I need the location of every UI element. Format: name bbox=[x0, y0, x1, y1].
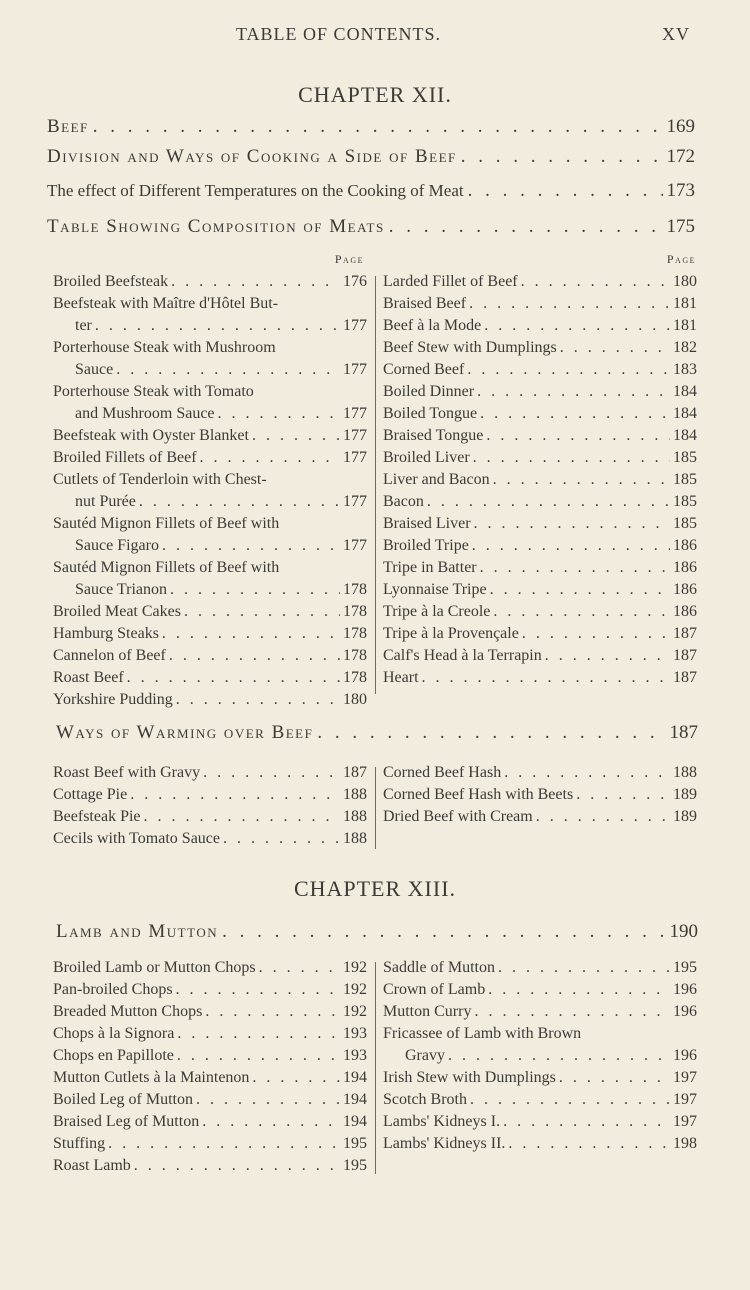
leader-dots bbox=[162, 623, 340, 645]
entry-title: Beefsteak with Oyster Blanket bbox=[53, 427, 249, 444]
page-number: 172 bbox=[666, 146, 695, 167]
entry-title: Corned Beef bbox=[383, 361, 465, 378]
page-number: 181 bbox=[673, 317, 697, 334]
page-number: 197 bbox=[673, 1069, 697, 1086]
entry-title: Corned Beef Hash with Beets bbox=[383, 786, 574, 803]
toc-entry bbox=[53, 337, 367, 359]
leader-dots bbox=[504, 762, 670, 784]
entry-title: Heart bbox=[383, 669, 419, 686]
entry-title: Pan-broiled Chops bbox=[53, 981, 173, 998]
entry-title: Broiled Meat Cakes bbox=[53, 603, 181, 620]
leader-dots bbox=[503, 1111, 670, 1133]
page-number: 194 bbox=[343, 1069, 367, 1086]
column-divider bbox=[375, 276, 376, 694]
toc-entry bbox=[383, 645, 697, 667]
section-label: Ways of Warming over Beef bbox=[56, 722, 314, 743]
toc-entry bbox=[53, 469, 367, 491]
toc-entry bbox=[383, 579, 697, 601]
leader-dots bbox=[576, 784, 670, 806]
column-divider bbox=[375, 962, 376, 1174]
leader-dots bbox=[108, 1133, 340, 1155]
page-number: 189 bbox=[673, 808, 697, 825]
leader-dots bbox=[545, 645, 670, 667]
leader-dots bbox=[259, 957, 340, 979]
leader-dots bbox=[472, 535, 670, 557]
entry-title: Sauce Figaro bbox=[75, 537, 159, 554]
toc-entry bbox=[383, 623, 697, 645]
entry-title: Yorkshire Pudding bbox=[53, 691, 173, 708]
page-number: 178 bbox=[343, 625, 367, 642]
page-number: 187 bbox=[669, 722, 698, 743]
entry-title: Tripe à la Provençale bbox=[383, 625, 519, 642]
page-number: 196 bbox=[673, 1047, 697, 1064]
entry-title: Cutlets of Tenderloin with Chest- bbox=[53, 471, 267, 488]
entry-title: Crown of Lamb bbox=[383, 981, 486, 998]
page-number: 176 bbox=[343, 273, 367, 290]
page-number: 187 bbox=[673, 647, 697, 664]
page-number: 192 bbox=[343, 959, 367, 976]
page-number: 169 bbox=[666, 116, 695, 137]
toc-entry bbox=[383, 1089, 697, 1111]
page-number: 188 bbox=[673, 764, 697, 781]
page-number: 180 bbox=[673, 273, 697, 290]
leader-dots bbox=[536, 806, 670, 828]
toc-entry bbox=[383, 513, 697, 535]
entry-title: Lyonnaise Tripe bbox=[383, 581, 487, 598]
leader-dots bbox=[252, 425, 340, 447]
leader-dots bbox=[139, 491, 340, 513]
toc-entry bbox=[53, 828, 367, 850]
page-number: 180 bbox=[343, 691, 367, 708]
leader-dots bbox=[177, 1045, 340, 1067]
entry-title: Braised Beef bbox=[383, 295, 467, 312]
entry-title: nut Purée bbox=[75, 493, 136, 510]
leader-dots bbox=[176, 979, 340, 1001]
page-number: 178 bbox=[343, 669, 367, 686]
toc-entry bbox=[383, 425, 697, 447]
page-number: 188 bbox=[343, 830, 367, 847]
section-label: Table Showing Composition of Meats bbox=[47, 216, 385, 237]
entry-title: Scotch Broth bbox=[383, 1091, 467, 1108]
entry-title: Beefsteak Pie bbox=[53, 808, 141, 825]
leader-dots bbox=[144, 806, 340, 828]
entry-title: Gravy bbox=[405, 1047, 445, 1064]
entry-title: Roast Beef bbox=[53, 669, 124, 686]
toc-entry bbox=[383, 601, 697, 623]
page-number: 186 bbox=[673, 603, 697, 620]
lamb-left-column bbox=[53, 957, 367, 1177]
entry-title: Mutton Curry bbox=[383, 1003, 472, 1020]
entry-title: Irish Stew with Dumplings bbox=[383, 1069, 556, 1086]
page-number: 177 bbox=[343, 427, 367, 444]
beef-right-column bbox=[383, 271, 697, 689]
toc-entry bbox=[383, 1133, 697, 1155]
entry-title: Sauce Trianon bbox=[75, 581, 167, 598]
page-number: 178 bbox=[343, 603, 367, 620]
leader-dots bbox=[116, 359, 340, 381]
running-head bbox=[0, 24, 750, 48]
entry-title: Calf's Head à la Terrapin bbox=[383, 647, 542, 664]
entry-title: Roast Lamb bbox=[53, 1157, 131, 1174]
entry-title: Roast Beef with Gravy bbox=[53, 764, 201, 781]
entry-title: Beefsteak with Maître d'Hôtel But- bbox=[53, 295, 279, 312]
toc-entry bbox=[383, 293, 697, 315]
page-number: 175 bbox=[666, 216, 695, 237]
page-number: 177 bbox=[343, 405, 367, 422]
page-number: 184 bbox=[673, 383, 697, 400]
leader-dots bbox=[508, 1133, 670, 1155]
leader-dots bbox=[427, 491, 670, 513]
toc-entry bbox=[53, 557, 367, 579]
section-label: The effect of Different Temperatures on the Cooking of Meat bbox=[47, 181, 464, 200]
leader-dots bbox=[560, 337, 670, 359]
section-entry bbox=[47, 180, 695, 206]
entry-title: Broiled Liver bbox=[383, 449, 470, 466]
entry-title: Chops en Papillote bbox=[53, 1047, 174, 1064]
page-number: 185 bbox=[673, 515, 697, 532]
page-number: 185 bbox=[673, 449, 697, 466]
page-number: 183 bbox=[673, 361, 697, 378]
entry-title: Boiled Tongue bbox=[383, 405, 478, 422]
toc-entry bbox=[53, 535, 367, 557]
leader-dots bbox=[493, 469, 670, 491]
page-column-label: Page bbox=[334, 252, 364, 266]
entry-title: Bacon bbox=[383, 493, 424, 510]
toc-entry bbox=[53, 513, 367, 535]
leader-dots bbox=[488, 979, 670, 1001]
page-number: 194 bbox=[343, 1091, 367, 1108]
toc-entry bbox=[53, 1133, 367, 1155]
entry-title: Lambs' Kidneys II. bbox=[383, 1135, 506, 1152]
leader-dots bbox=[162, 535, 340, 557]
page-number: 188 bbox=[343, 808, 367, 825]
leader-dots bbox=[169, 645, 340, 667]
entry-title: Larded Fillet of Beef bbox=[383, 273, 518, 290]
page-number: 193 bbox=[343, 1047, 367, 1064]
page-number: 185 bbox=[673, 471, 697, 488]
leader-dots bbox=[474, 513, 670, 535]
page-number: 187 bbox=[673, 625, 697, 642]
leader-dots bbox=[218, 403, 340, 425]
leader-dots bbox=[176, 689, 340, 711]
leader-dots bbox=[203, 762, 340, 784]
entry-title: Braised Liver bbox=[383, 515, 471, 532]
leader-dots bbox=[559, 1067, 670, 1089]
entry-title: Broiled Tripe bbox=[383, 537, 469, 554]
page-number: 189 bbox=[673, 786, 697, 803]
toc-entry bbox=[53, 689, 367, 711]
page-number: 198 bbox=[673, 1135, 697, 1152]
toc-entry bbox=[383, 557, 697, 579]
leader-dots bbox=[467, 359, 670, 381]
page-number: 195 bbox=[673, 959, 697, 976]
entry-title: Porterhouse Steak with Mushroom bbox=[53, 339, 276, 356]
page-number: 177 bbox=[343, 449, 367, 466]
page-number: 196 bbox=[673, 981, 697, 998]
leader-dots bbox=[522, 623, 670, 645]
page-number: 197 bbox=[673, 1091, 697, 1108]
page-number: 184 bbox=[673, 427, 697, 444]
toc-entry bbox=[53, 601, 367, 623]
entry-title: Broiled Beefsteak bbox=[53, 273, 169, 290]
entry-title: Hamburg Steaks bbox=[53, 625, 159, 642]
leader-dots bbox=[486, 425, 670, 447]
page-number: 188 bbox=[343, 786, 367, 803]
leader-dots bbox=[196, 1089, 340, 1111]
toc-entry bbox=[53, 645, 367, 667]
page-folio: XV bbox=[662, 24, 690, 44]
page-number: 197 bbox=[673, 1113, 697, 1130]
toc-entry bbox=[53, 806, 367, 828]
toc-entry bbox=[53, 667, 367, 689]
toc-entry bbox=[53, 403, 367, 425]
page-number: 196 bbox=[673, 1003, 697, 1020]
toc-entry bbox=[53, 425, 367, 447]
page-number: 195 bbox=[343, 1157, 367, 1174]
section-entry bbox=[56, 921, 698, 947]
entry-title: Cannelon of Beef bbox=[53, 647, 166, 664]
leader-dots bbox=[134, 1155, 340, 1177]
toc-entry bbox=[53, 1155, 367, 1177]
section-entry bbox=[56, 722, 698, 748]
warming-right-column bbox=[383, 762, 697, 828]
section-entry bbox=[47, 146, 695, 172]
entry-title: Sautéd Mignon Fillets of Beef with bbox=[53, 559, 280, 576]
toc-entry bbox=[53, 957, 367, 979]
entry-title: Cecils with Tomato Sauce bbox=[53, 830, 220, 847]
toc-entry bbox=[383, 491, 697, 513]
page-number: 192 bbox=[343, 981, 367, 998]
leader-dots bbox=[223, 828, 340, 850]
toc-entry bbox=[383, 337, 697, 359]
toc-entry bbox=[53, 979, 367, 1001]
page-number: 181 bbox=[673, 295, 697, 312]
page-number: 195 bbox=[343, 1135, 367, 1152]
page-number: 178 bbox=[343, 581, 367, 598]
entry-title: Corned Beef Hash bbox=[383, 764, 502, 781]
leader-dots bbox=[473, 447, 670, 469]
toc-entry bbox=[53, 359, 367, 381]
leader-dots bbox=[184, 601, 340, 623]
entry-title: Lambs' Kidneys I. bbox=[383, 1113, 501, 1130]
leader-dots bbox=[171, 271, 340, 293]
running-title: TABLE OF CONTENTS. bbox=[236, 24, 442, 44]
entry-title: ter bbox=[75, 317, 92, 334]
page-number: 184 bbox=[673, 405, 697, 422]
toc-entry bbox=[383, 667, 697, 689]
page-number: 177 bbox=[343, 537, 367, 554]
toc-entry bbox=[53, 1045, 367, 1067]
entry-title: Sauce bbox=[75, 361, 114, 378]
page-number: 186 bbox=[673, 537, 697, 554]
toc-entry bbox=[383, 403, 697, 425]
entry-title: Porterhouse Steak with Tomato bbox=[53, 383, 254, 400]
toc-entry bbox=[53, 315, 367, 337]
toc-entry bbox=[53, 1023, 367, 1045]
leader-dots bbox=[130, 784, 340, 806]
leader-dots bbox=[177, 1023, 340, 1045]
leader-dots bbox=[127, 667, 340, 689]
leader-dots bbox=[448, 1045, 670, 1067]
page-number: 186 bbox=[673, 581, 697, 598]
entry-title: Saddle of Mutton bbox=[383, 959, 495, 976]
entry-title: Braised Tongue bbox=[383, 427, 484, 444]
toc-entry bbox=[53, 271, 367, 293]
page-number: 177 bbox=[343, 493, 367, 510]
leader-dots bbox=[205, 1001, 340, 1023]
leader-dots bbox=[480, 403, 670, 425]
toc-entry bbox=[383, 1045, 697, 1067]
entry-title: Fricassee of Lamb with Brown bbox=[383, 1025, 582, 1042]
toc-entry bbox=[383, 535, 697, 557]
toc-entry bbox=[53, 762, 367, 784]
section-entry bbox=[47, 216, 695, 242]
toc-entry bbox=[383, 381, 697, 403]
leader-dots bbox=[252, 1067, 340, 1089]
toc-entry bbox=[53, 1001, 367, 1023]
toc-entry bbox=[53, 447, 367, 469]
entry-title: Tripe à la Creole bbox=[383, 603, 491, 620]
page-number: 187 bbox=[673, 669, 697, 686]
entry-title: Dried Beef with Cream bbox=[383, 808, 533, 825]
toc-entry bbox=[383, 806, 697, 828]
page-number: 185 bbox=[673, 493, 697, 510]
lamb-right-column bbox=[383, 957, 697, 1155]
entry-title: Chops à la Signora bbox=[53, 1025, 175, 1042]
toc-entry bbox=[383, 447, 697, 469]
page-number: 178 bbox=[343, 647, 367, 664]
toc-entry bbox=[53, 1089, 367, 1111]
section-label: Lamb and Mutton bbox=[56, 921, 219, 942]
beef-left-column bbox=[53, 271, 367, 711]
page-number: 186 bbox=[673, 559, 697, 576]
page-number: 190 bbox=[669, 921, 698, 942]
leader-dots bbox=[498, 957, 670, 979]
toc-entry bbox=[383, 784, 697, 806]
leader-dots bbox=[493, 601, 670, 623]
entry-title: Boiled Leg of Mutton bbox=[53, 1091, 193, 1108]
section-entry bbox=[47, 116, 695, 142]
toc-entry bbox=[53, 1111, 367, 1133]
entry-title: Braised Leg of Mutton bbox=[53, 1113, 200, 1130]
toc-entry bbox=[53, 1067, 367, 1089]
toc-entry bbox=[53, 623, 367, 645]
page-number: 177 bbox=[343, 317, 367, 334]
toc-entry bbox=[383, 979, 697, 1001]
toc-entry bbox=[383, 1001, 697, 1023]
toc-entry bbox=[383, 315, 697, 337]
leader-dots bbox=[200, 447, 340, 469]
leader-dots bbox=[422, 667, 670, 689]
entry-title: Tripe in Batter bbox=[383, 559, 477, 576]
leader-dots bbox=[95, 315, 340, 337]
leader-dots bbox=[490, 579, 670, 601]
toc-entry bbox=[383, 1111, 697, 1133]
page-number: 182 bbox=[673, 339, 697, 356]
toc-entry bbox=[53, 491, 367, 513]
page-number: 194 bbox=[343, 1113, 367, 1130]
entry-title: Stuffing bbox=[53, 1135, 106, 1152]
toc-entry bbox=[53, 579, 367, 601]
leader-dots bbox=[474, 1001, 670, 1023]
page-number: 177 bbox=[343, 361, 367, 378]
toc-entry bbox=[383, 271, 697, 293]
page-number: 192 bbox=[343, 1003, 367, 1020]
entry-title: Liver and Bacon bbox=[383, 471, 490, 488]
toc-entry bbox=[53, 293, 367, 315]
entry-title: Breaded Mutton Chops bbox=[53, 1003, 203, 1020]
leader-dots bbox=[521, 271, 670, 293]
entry-title: and Mushroom Sauce bbox=[75, 405, 215, 422]
leader-dots bbox=[202, 1111, 340, 1133]
entry-title: Sautéd Mignon Fillets of Beef with bbox=[53, 515, 280, 532]
toc-entry bbox=[53, 381, 367, 403]
entry-title: Beef à la Mode bbox=[383, 317, 482, 334]
leader-dots bbox=[484, 315, 670, 337]
section-label: Beef bbox=[47, 116, 89, 137]
warming-left-column bbox=[53, 762, 367, 850]
page-number: 187 bbox=[343, 764, 367, 781]
toc-entry bbox=[383, 359, 697, 381]
toc-entry bbox=[383, 957, 697, 979]
toc-entry bbox=[383, 1067, 697, 1089]
toc-entry bbox=[53, 784, 367, 806]
entry-title: Boiled Dinner bbox=[383, 383, 475, 400]
chapter-heading: CHAPTER XIII. bbox=[293, 876, 457, 901]
entry-title: Broiled Lamb or Mutton Chops bbox=[53, 959, 256, 976]
leader-dots bbox=[470, 1089, 670, 1111]
entry-title: Mutton Cutlets à la Maintenon bbox=[53, 1069, 250, 1086]
entry-title: Cottage Pie bbox=[53, 786, 128, 803]
toc-entry bbox=[383, 1023, 697, 1045]
column-divider bbox=[375, 767, 376, 849]
toc-entry bbox=[383, 469, 697, 491]
leader-dots bbox=[170, 579, 340, 601]
leader-dots bbox=[480, 557, 670, 579]
leader-dots bbox=[477, 381, 670, 403]
page-number: 193 bbox=[343, 1025, 367, 1042]
page-number: 173 bbox=[666, 180, 695, 201]
page-column-label: Page bbox=[666, 252, 696, 266]
section-label: Division and Ways of Cooking a Side of Beef bbox=[47, 146, 457, 167]
entry-title: Broiled Fillets of Beef bbox=[53, 449, 197, 466]
toc-entry bbox=[383, 762, 697, 784]
entry-title: Beef Stew with Dumplings bbox=[383, 339, 557, 356]
leader-dots bbox=[469, 293, 670, 315]
chapter-heading: CHAPTER XII. bbox=[298, 82, 452, 107]
